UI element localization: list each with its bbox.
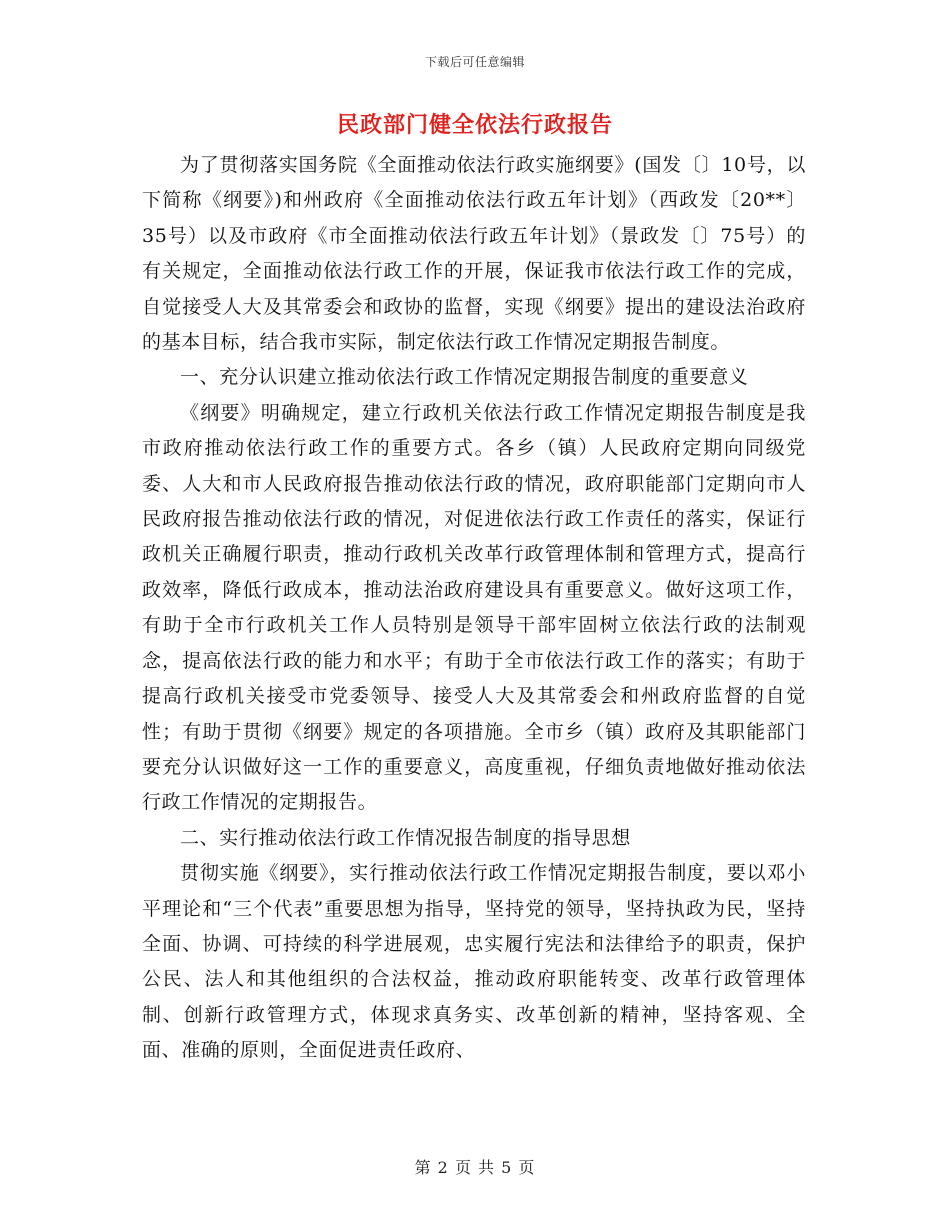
paragraph-section-2: 贯彻实施《纲要》，实行推动依法行政工作情况定期报告制度，要以邓小平理论和“三个代表”重要思想为指导，坚持党的领导，坚持执政为民，坚持全面、协调、可持续的科学进展观，忠实履行宪法和法律给予的职责，保护公民、法人和其他组织的合法权益，推动政府职能转变、改革行政管理体制、创新行政管理方式，体现求真务实、改革创新的精神，坚持客观、全面、准确的原则，全面促进责任政府、	[142, 862, 806, 1062]
page-number: 第 2 页 共 5 页	[414, 1158, 536, 1177]
document-body	[142, 148, 806, 1069]
download-note: 下载后可任意编辑	[424, 55, 525, 69]
paragraph-section-1: 《纲要》明确规定，建立行政机关依法行政工作情况定期报告制度是我市政府推动依法行政工作的重要方式。各乡（镇）人民政府定期向同级党委、人大和市人民政府报告推动依法行政的情况，政府职能部门定期向市人民政府报告推动依法行政的情况，对促进依法行政工作责任的落实，保证行政机关正确履行职责，推动行政机关改革行政管理体制和管理方式，提高行政效率，降低行政成本，推动法治政府建设具有重要意义。做好这项工作，有助于全市行政机关工作人员特别是领导干部牢固树立依法行政的法制观念，提高依法行政的能力和水平；有助于全市依法行政工作的落实；有助于提高行政机关接受市党委领导、接受人大及其常委会和州政府监督的自觉性；有助于贯彻《纲要》规定的各项措施。全市乡（镇）政府及其职能部门要充分认识做好这一工作的重要意义，高度重视，仔细负责地做好推动依法行政工作情况的定期报告。	[142, 401, 806, 814]
section-heading-2: 二、实行推动依法行政工作情况报告制度的指导思想	[180, 826, 631, 849]
section-heading-1: 一、充分认识建立推动依法行政工作情况定期报告制度的重要意义	[180, 366, 749, 389]
page-title: 民政部门健全依法行政报告	[336, 112, 613, 138]
paragraph-intro: 为了贯彻落实国务院《全面推动依法行政实施纲要》(国发〔〕10号，以下简称《纲要》)和州政府《全面推动依法行政五年计划》（西政发〔20**〕35号）以及市政府《市全面推动依法行政五年计划》（景政发〔〕75号）的有关规定，全面推动依法行政工作的开展，保证我市依法行政工作的完成，自觉接受人大及其常委会和政协的监督，实现《纲要》提出的建设法治政府的基本目标，结合我市实际，制定依法行政工作情况定期报告制度。	[142, 154, 806, 354]
